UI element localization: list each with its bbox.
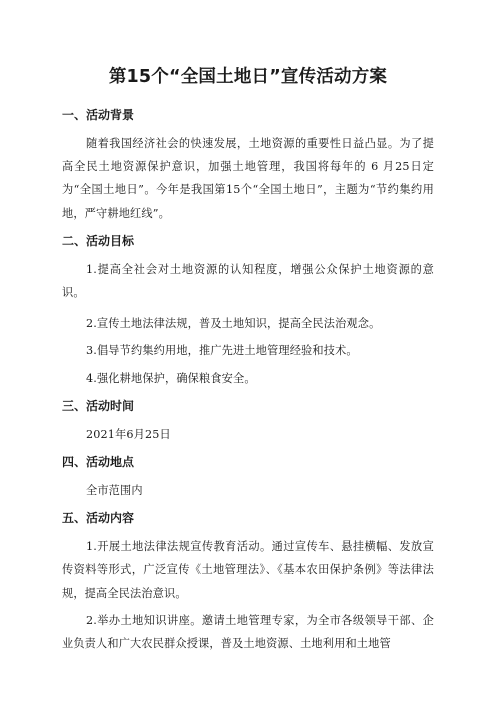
list-item: 4.强化耕地保护，确保粮食安全。 — [86, 371, 256, 385]
list-item: 2.举办土地知识讲座。邀请土地管理专家，为全市各级领导干部、企业负责人和广大农民群众授课，普及土地资源、土地利用和土地管 — [62, 613, 434, 651]
paragraph: 随着我国经济社会的快速发展，土地资源的重要性日益凸显。为了提高全民土地资源保护意识，加强土地管理，我国将每年的 6 月25日定为“全国土地日”。今年是我国第15个“全国土地日”，主题为“节约集约用地，严守耕地红线”。 — [62, 137, 434, 220]
paragraph: 2021年6月25日 — [86, 427, 171, 441]
list-item: 1.开展土地法律法规宣传教育活动。通过宣传车、悬挂横幅、发放宣传资料等形式，广泛宣传《土地管理法》、《基本农田保护条例》等法律法规，提高全民法治意识。 — [62, 540, 434, 600]
list-item: 1.提高全社会对土地资源的认知程度，增强公众保护土地资源的意识。 — [62, 262, 434, 300]
list-item: 3.倡导节约集约用地，推广先进土地管理经验和技术。 — [86, 344, 358, 358]
document-page — [62, 60, 434, 663]
section-location — [62, 454, 434, 502]
section-heading: 二、活动目标 — [62, 233, 135, 248]
section-heading: 五、活动内容 — [62, 511, 135, 526]
list-item: 2.宣传土地法律法规，普及土地知识，提高全民法治观念。 — [86, 317, 381, 331]
section-content — [62, 510, 434, 655]
paragraph: 全市范围内 — [86, 484, 143, 498]
section-heading: 三、活动时间 — [62, 398, 135, 413]
section-background — [62, 107, 434, 225]
section-time — [62, 398, 434, 446]
section-goals — [62, 233, 434, 390]
section-heading: 四、活动地点 — [62, 455, 135, 470]
document-title: 第15个“全国土地日”宣传活动方案 — [108, 67, 388, 87]
section-heading: 一、活动背景 — [62, 108, 135, 122]
